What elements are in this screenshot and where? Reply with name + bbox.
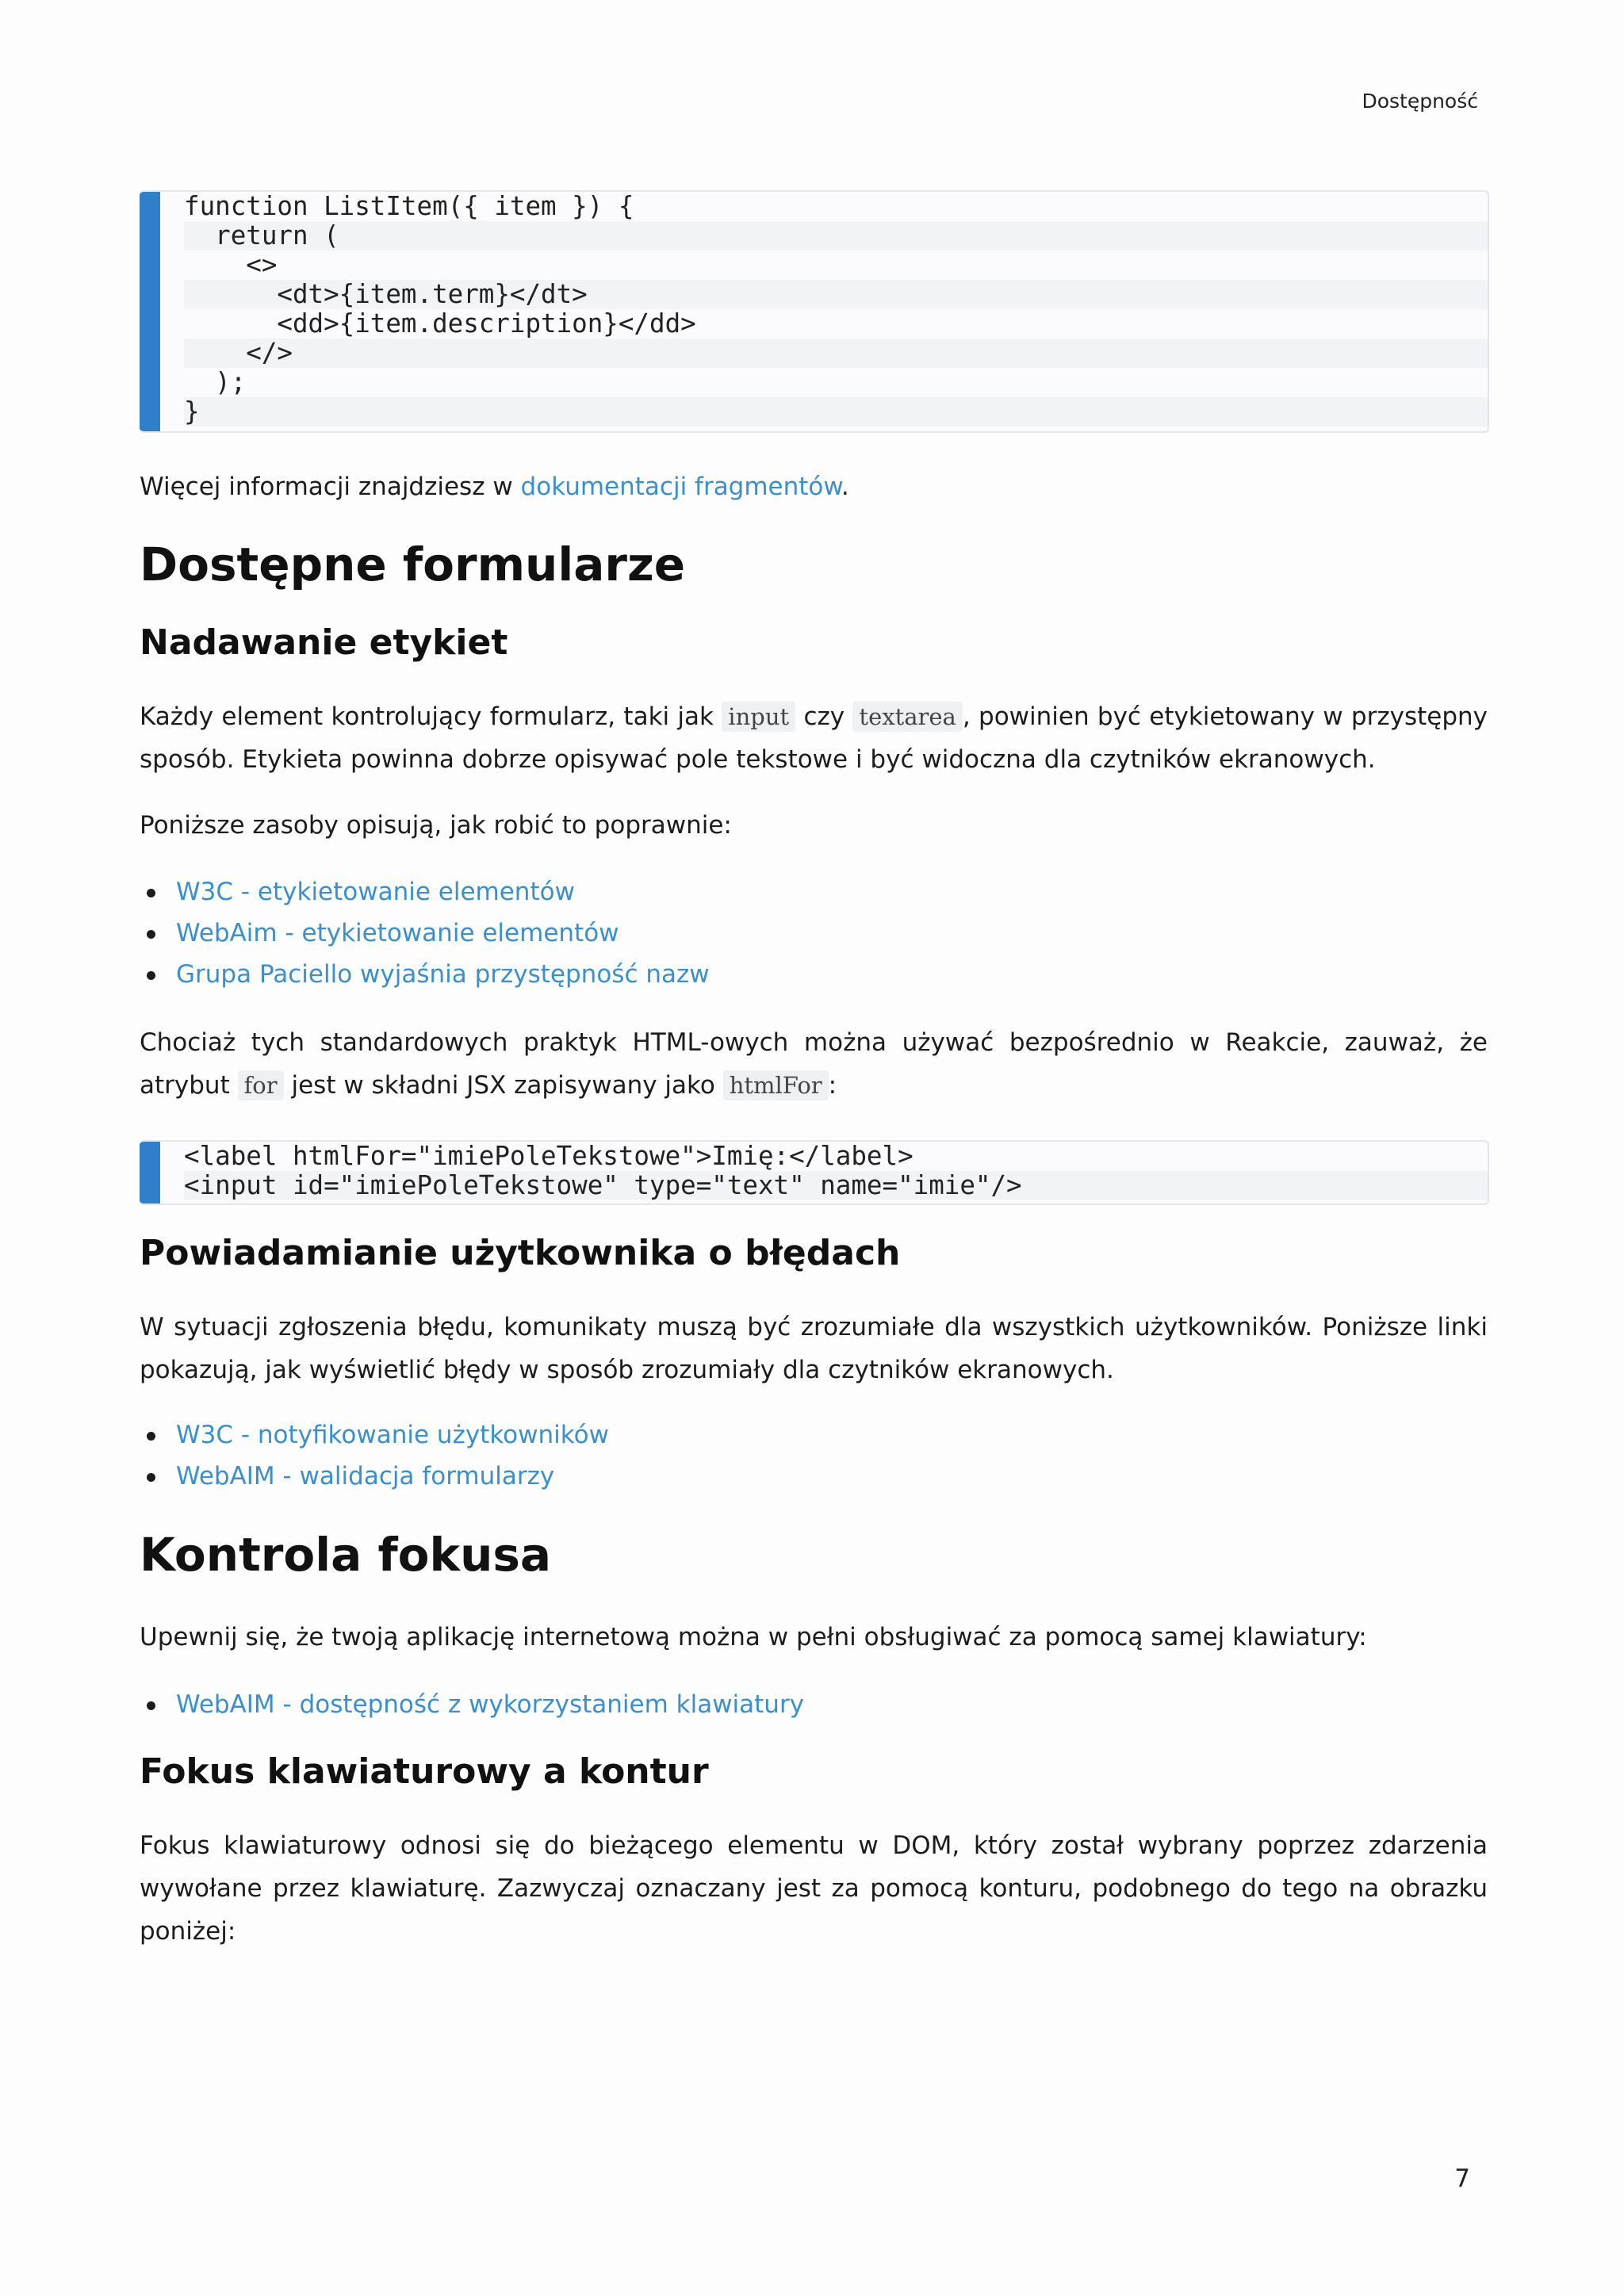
list-item	[140, 871, 710, 913]
code-block-label	[140, 1140, 1489, 1205]
code-line: return (	[184, 221, 1488, 251]
inline-code-textarea: textarea	[852, 702, 962, 732]
inline-code-for: for	[238, 1070, 284, 1100]
text: jest w składni JSX zapisywany jako	[283, 1071, 723, 1100]
code-line: function ListItem({ item }) {	[184, 191, 634, 221]
list-item	[140, 1414, 609, 1456]
heading-focus-control: Kontrola fokusa	[140, 1528, 552, 1582]
list-error-resources	[140, 1414, 609, 1497]
link-webaim-labeling[interactable]: WebAim - etykietowanie elementów	[176, 919, 619, 947]
link-fragments-docs[interactable]: dokumentacji fragmentów	[520, 473, 841, 501]
code-line: );	[184, 367, 247, 397]
paragraph-more-info	[140, 465, 1488, 508]
paragraph-focus: Upewnij się, że twoją aplikację internetową można w pełni obsługiwać za pomocą samej klawiatury:	[140, 1623, 1367, 1651]
link-paciello-names[interactable]: Grupa Paciello wyjaśnia przystępność nazw	[176, 960, 710, 989]
link-w3c-labeling[interactable]: W3C - etykietowanie elementów	[176, 878, 575, 906]
code-listing	[140, 192, 1488, 427]
code-listing	[140, 1142, 1488, 1200]
list-item	[140, 1684, 804, 1725]
code-block-accent-bar	[140, 192, 160, 431]
list-item	[140, 1456, 609, 1497]
code-line: <input id="imiePoleTekstowe" type="text" name="imie"/>	[184, 1171, 1488, 1200]
list-item	[140, 954, 710, 995]
text: czy	[795, 702, 853, 731]
code-line: </>	[184, 339, 1488, 368]
list-item	[140, 913, 710, 954]
paragraph-keyboard-focus: Fokus klawiaturowy odnosi się do bieżącego elementu w DOM, który został wybrany poprzez zdarzenia wywołane przez klawiaturę. Zazwyczaj oznaczany jest za pomocą konturu, podobnego do tego na obrazku poniżej:	[140, 1831, 1488, 1946]
paragraph-htmlfor	[140, 1021, 1488, 1107]
text: Chociaż tych standardowych praktyk HTML-owych można używać bezpośrednio w Reakcie, zauważ, że atrybut	[140, 1028, 1488, 1100]
inline-code-input: input	[722, 702, 795, 732]
heading-accessible-forms: Dostępne formularze	[140, 538, 686, 591]
text: , powinien być etykietowany w przystępny sposób. Etykieta powinna dobrze opisywać pole tekstowe i być widoczna dla czytników ekranowych.	[140, 702, 1488, 774]
code-line: <dd>{item.description}</dd>	[184, 308, 696, 339]
code-line: }	[184, 397, 1488, 427]
code-line: <label htmlFor="imiePoleTekstowe">Imię:</label>	[184, 1141, 914, 1171]
text: Więcej informacji znajdziesz w	[140, 473, 521, 501]
code-block-accent-bar	[140, 1142, 160, 1203]
paragraph-resources: Poniższe zasoby opisują, jak robić to poprawnie:	[140, 811, 732, 840]
heading-labeling: Nadawanie etykiet	[140, 622, 508, 663]
code-block-listitem	[140, 190, 1489, 433]
running-header: Dostępność	[1362, 90, 1478, 113]
page-number: 7	[1454, 2164, 1470, 2193]
code-line: <>	[184, 250, 278, 280]
paragraph-labeling	[140, 695, 1488, 781]
inline-code-htmlfor: htmlFor	[723, 1070, 829, 1100]
link-webaim-validation[interactable]: WebAIM - walidacja formularzy	[176, 1462, 555, 1490]
link-webaim-keyboard[interactable]: WebAIM - dostępność z wykorzystaniem klawiatury	[176, 1690, 805, 1719]
heading-keyboard-focus-outline: Fokus klawiaturowy a kontur	[140, 1751, 709, 1792]
paragraph-errors: W sytuacji zgłoszenia błędu, komunikaty muszą być zrozumiałe dla wszystkich użytkowników. Poniższe linki pokazują, jak wyświetlić błędy w sposób zrozumiały dla czytników ekranowych.	[140, 1313, 1488, 1384]
code-line: <dt>{item.term}</dt>	[184, 280, 1488, 309]
text: .	[841, 473, 849, 501]
link-w3c-notify[interactable]: W3C - notyfikowanie użytkowników	[176, 1421, 609, 1449]
list-labeling-resources	[140, 871, 710, 995]
heading-error-notification: Powiadamianie użytkownika o błędach	[140, 1233, 901, 1273]
text: Każdy element kontrolujący formularz, taki jak	[140, 702, 722, 731]
list-focus-resources	[140, 1684, 804, 1725]
text: :	[828, 1071, 837, 1100]
